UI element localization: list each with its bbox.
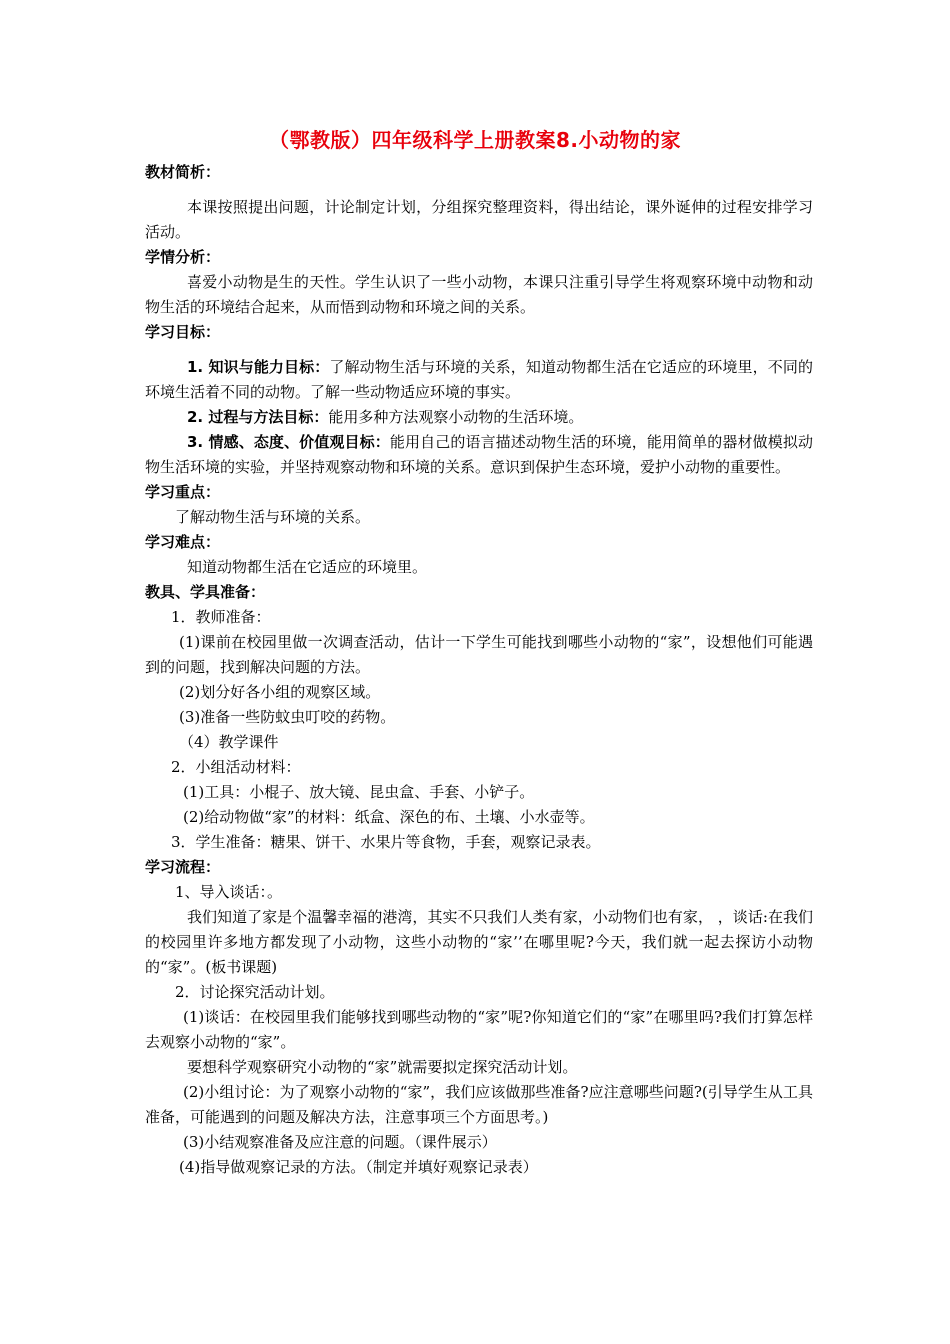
goal-item-1: [145, 355, 813, 405]
process-line: (3)小结观察准备及应注意的问题。（课件展示）: [183, 1133, 497, 1151]
goal-label-1: 1. 知识与能力目标：: [187, 358, 330, 376]
prep-line: （4）教学课件: [179, 733, 279, 751]
analysis-text: 本课按照提出问题，计论制定计划，分组探究整理资料，得出结论，课外诞伸的过程安排学习活动。: [145, 198, 813, 241]
heading-prep: 教具、学具准备：: [145, 583, 266, 601]
heading-difficulty: 学习难点：: [145, 533, 221, 551]
goal-item-3: [145, 430, 813, 480]
prep-line: 2．小组活动材料：: [171, 758, 301, 776]
heading-analysis: 教材简析：: [145, 163, 221, 181]
prep-line: 1．教师准备：: [171, 608, 271, 626]
document-title: （鄂教版）四年级科学上册教案8.小动物的家: [268, 128, 681, 152]
document-body: [145, 160, 813, 1180]
prep-line: (2)划分好各小组的观察区域。: [179, 683, 381, 701]
prep-line: (1)工具：小棍子、放大镜、昆虫盒、手套、小铲子。: [183, 783, 535, 801]
goal-text-3: 能用自己的语言描述动物生活的环境，能用简单的器材做模拟动物生活环境的实验，并坚持观察动物和环境的关系。意识到保护生态环境，爱护小动物的重要性。: [145, 433, 813, 476]
heading-student: 学情分析：: [145, 248, 221, 266]
prep-line: (2)给动物做“家”的材料：纸盒、深色的布、土壤、小水壶等。: [183, 808, 595, 826]
goal-text-2: 能用多种方法观察小动物的生活环境。: [328, 408, 584, 426]
prep-line: (1)课前在校园里做一次调查活动，估计一下学生可能找到哪些小动物的“家”，设想他们可能遇到的问题，找到解决问题的方法。: [145, 633, 813, 676]
heading-process: 学习流程：: [145, 858, 221, 876]
student-text: 喜爱小动物是生的天性。学生认识了一些小动物，本课只注重引导学生将观察环境中动物和动物生活的环境结合起来，从而悟到动物和环境之间的关系。: [145, 273, 813, 316]
process-line: 2．讨论探究活动计划。: [175, 983, 335, 1001]
goal-label-3: 3. 情感、态度、价值观目标：: [187, 433, 390, 451]
prep-line: 3．学生准备：糖果、饼干、水果片等食物，手套，观察记录表。: [171, 833, 601, 851]
prep-line: (3)准备一些防蚊虫叮咬的药物。: [179, 708, 396, 726]
heading-focus: 学习重点：: [145, 483, 221, 501]
process-line: (4)指导做观察记录的方法。（制定并填好观察记录表）: [179, 1158, 538, 1176]
goal-item-2: [145, 405, 813, 430]
heading-goals: 学习目标：: [145, 323, 221, 341]
process-line: 我们知道了家是个温馨幸福的港湾，其实不只我们人类有家，小动物们也有家， ，谈话:在我们的校园里许多地方都发现了小动物，这些小动物的“家’’在哪里呢?今天，我们就一起去探访小动物的“家”。(板书课题): [145, 908, 813, 976]
difficulty-text: 知道动物都生活在它适应的环境里。: [187, 558, 428, 576]
focus-text: 了解动物生活与环境的关系。: [175, 508, 371, 526]
process-line: (1)谈话：在校园里我们能够找到哪些动物的“家”呢?你知道它们的“家”在哪里吗?我们打算怎样去观察小动物的“家”。: [145, 1008, 813, 1051]
goal-label-2: 2. 过程与方法目标：: [187, 408, 329, 426]
goal-text-1: 了解动物生活与环境的关系，知道动物都生活在它适应的环境里，不同的环境生活着不同的动物。了解一些动物适应环境的事实。: [145, 358, 813, 401]
process-line: (2)小组讨论：为了观察小动物的“家”，我们应该做那些准备?应注意哪些问题?(引导学生从工具准备，可能遇到的问题及解决方法，注意事项三个方面思考。): [145, 1083, 813, 1126]
process-line: 1、导入谈话：。: [175, 883, 283, 901]
process-line: 要想科学观察研究小动物的“家”就需要拟定探究活动计划。: [187, 1058, 578, 1076]
